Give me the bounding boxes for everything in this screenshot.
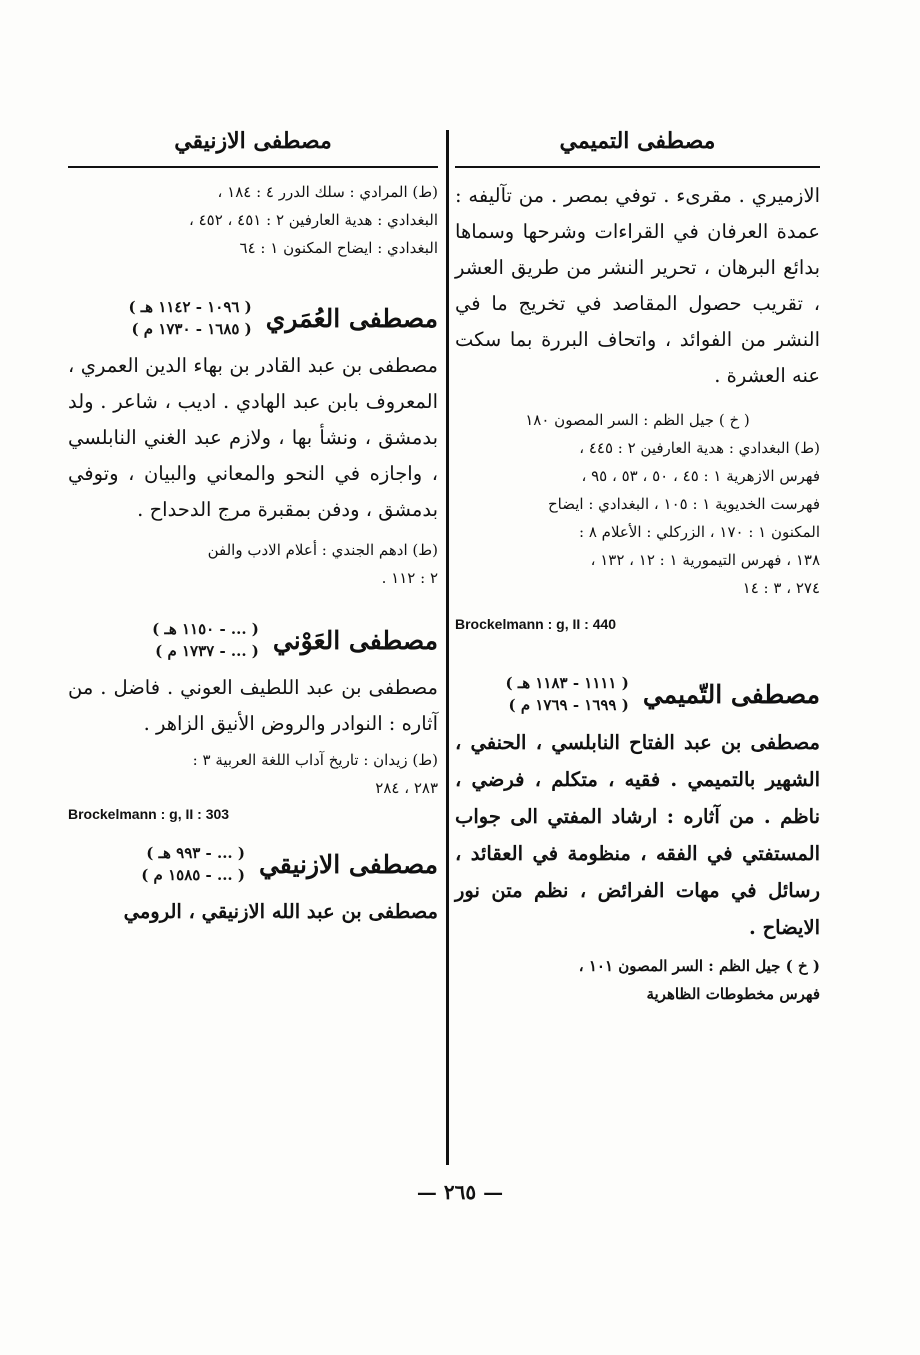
- entry-text: مصطفى بن عبد الفتاح النابلسي ، الحنفي ، الشهير بالتميمي . فقيه ، متكلم ، فرضي ، ناظم . من آثاره : ارشاد المفتي الى جواب المستفتي في الفقه ، منظومة في العقائد ، رسائل في مهات الفرائض ، نظم متن نور الايضاح .: [455, 731, 820, 939]
- entry-dates: [506, 672, 629, 716]
- reference-line: ٢٨٣ ، ٢٨٤: [375, 779, 438, 797]
- left-column-header: مصطفى الازنيقي: [68, 120, 438, 168]
- column-divider: [446, 130, 449, 1165]
- reference-line: فهرست الخديوية ١ : ١٠٥ ، البغدادي : ايضاح: [547, 495, 820, 513]
- entry-text: مصطفى بن عبد الله الازنيقي ، الرومي: [123, 900, 438, 923]
- reference-line: المكنون ١ : ١٧٠ ، الزركلي : الأعلام ٨ :: [579, 523, 820, 541]
- continued-entry-text: الازميري . مقرىء . توفي بمصر . من تآليفه : عمدة العرفان في القراءات وشرحها وسماها بدائع البرهان ، تحرير النشر من طريق العشر ، تقريب حصول المقاصد في تخريج ما في النشر من الفوائد ، واتحاف البررة بما سكت عنه العشرة .: [455, 184, 820, 387]
- reference-line: (ط) ادهم الجندي : أعلام الادب والفن: [207, 541, 438, 559]
- reference-line: ١٣٨ ، فهرس التيمورية ١ : ١٢ ، ١٣٢ ،: [590, 551, 820, 569]
- date-gregorian: ( ١٦٩٩ - ١٧٦٩ م ): [508, 696, 629, 714]
- date-hijri: ( ... - ٩٩٣ هـ ): [146, 844, 245, 862]
- entry-name: مصطفى الازنيقي: [258, 849, 438, 879]
- entry-dates: [141, 842, 245, 886]
- entry-name: مصطفى العَوْني: [272, 625, 438, 655]
- date-hijri: ( ١١١١ - ١١٨٣ هـ ): [505, 674, 629, 692]
- page-number: — ٢٦٥ —: [416, 1180, 504, 1204]
- entry-name: مصطفى العُمَري: [265, 303, 438, 333]
- brockelmann-reference: Brockelmann : g, II : 303: [68, 806, 230, 822]
- reference-line: البغدادي : هدية العارفين ٢ : ٤٥١ ، ٤٥٢ ،: [189, 211, 438, 229]
- left-column: [68, 120, 438, 1165]
- date-hijri: ( ١٠٩٦ - ١١٤٢ هـ ): [128, 298, 252, 316]
- reference-line: البغدادي : ايضاح المكنون ١ : ٦٤: [239, 239, 438, 257]
- entry-name: مصطفى التّميمي: [642, 679, 820, 709]
- date-hijri: ( ... - ١١٥٠ هـ ): [152, 620, 259, 638]
- entry-heading: [68, 296, 438, 340]
- reference-line: فهرس الازهرية ١ : ٤٥ ، ٥٠ ، ٥٣ ، ٩٥ ،: [581, 467, 820, 485]
- entry-heading: [68, 842, 438, 886]
- entry-heading: [455, 672, 820, 716]
- entry-heading: [68, 618, 438, 662]
- entry-dates: [128, 296, 251, 340]
- entry-text: مصطفى بن عبد القادر بن بهاء الدين العمري ، المعروف بابن عبد الهادي . اديب ، شاعر . ولد بدمشق ، ونشأ بها ، ولازم عبد الغني النابلسي ، واجازه في النحو والمعاني والبيان ، وتوفي بدمشق ، ودفن بمقبرة مرج الدحداح .: [68, 354, 438, 521]
- reference-line: (ط) زيدان : تاريخ آداب اللغة العربية ٣ :: [192, 751, 438, 769]
- reference-line: ٢٧٤ ، ٣ : ١٤: [742, 579, 820, 597]
- date-gregorian: ( ... - ١٥٨٥ م ): [141, 866, 245, 884]
- right-column: [455, 120, 820, 1165]
- date-gregorian: ( ١٦٨٥ - ١٧٣٠ م ): [131, 320, 252, 338]
- reference-line: ٢ : ١١٢ .: [381, 569, 438, 587]
- date-gregorian: ( ... - ١٧٣٧ م ): [155, 642, 259, 660]
- brockelmann-reference: Brockelmann : g, II : 440: [455, 616, 617, 632]
- reference-line: ( خ ) جيل الظم : السر المصون ١٨٠: [525, 411, 750, 429]
- reference-line: فهرس مخطوطات الظاهرية: [646, 985, 820, 1003]
- continued-entry-references: [455, 406, 820, 602]
- reference-line: (ط) البغدادي : هدية العارفين ٢ : ٤٤٥ ،: [579, 439, 820, 457]
- reference-line: (ط) المرادي : سلك الدرر ٤ : ١٨٤ ،: [217, 183, 438, 201]
- entry-dates: [152, 618, 259, 662]
- right-column-header: مصطفى التميمي: [455, 120, 820, 168]
- entry-text: مصطفى بن عبد اللطيف العوني . فاضل . من آثاره : النوادر والروض الأنيق الزاهر .: [68, 676, 438, 735]
- reference-line: ( خ ) جيل الظم : السر المصون ١٠١ ،: [578, 957, 820, 975]
